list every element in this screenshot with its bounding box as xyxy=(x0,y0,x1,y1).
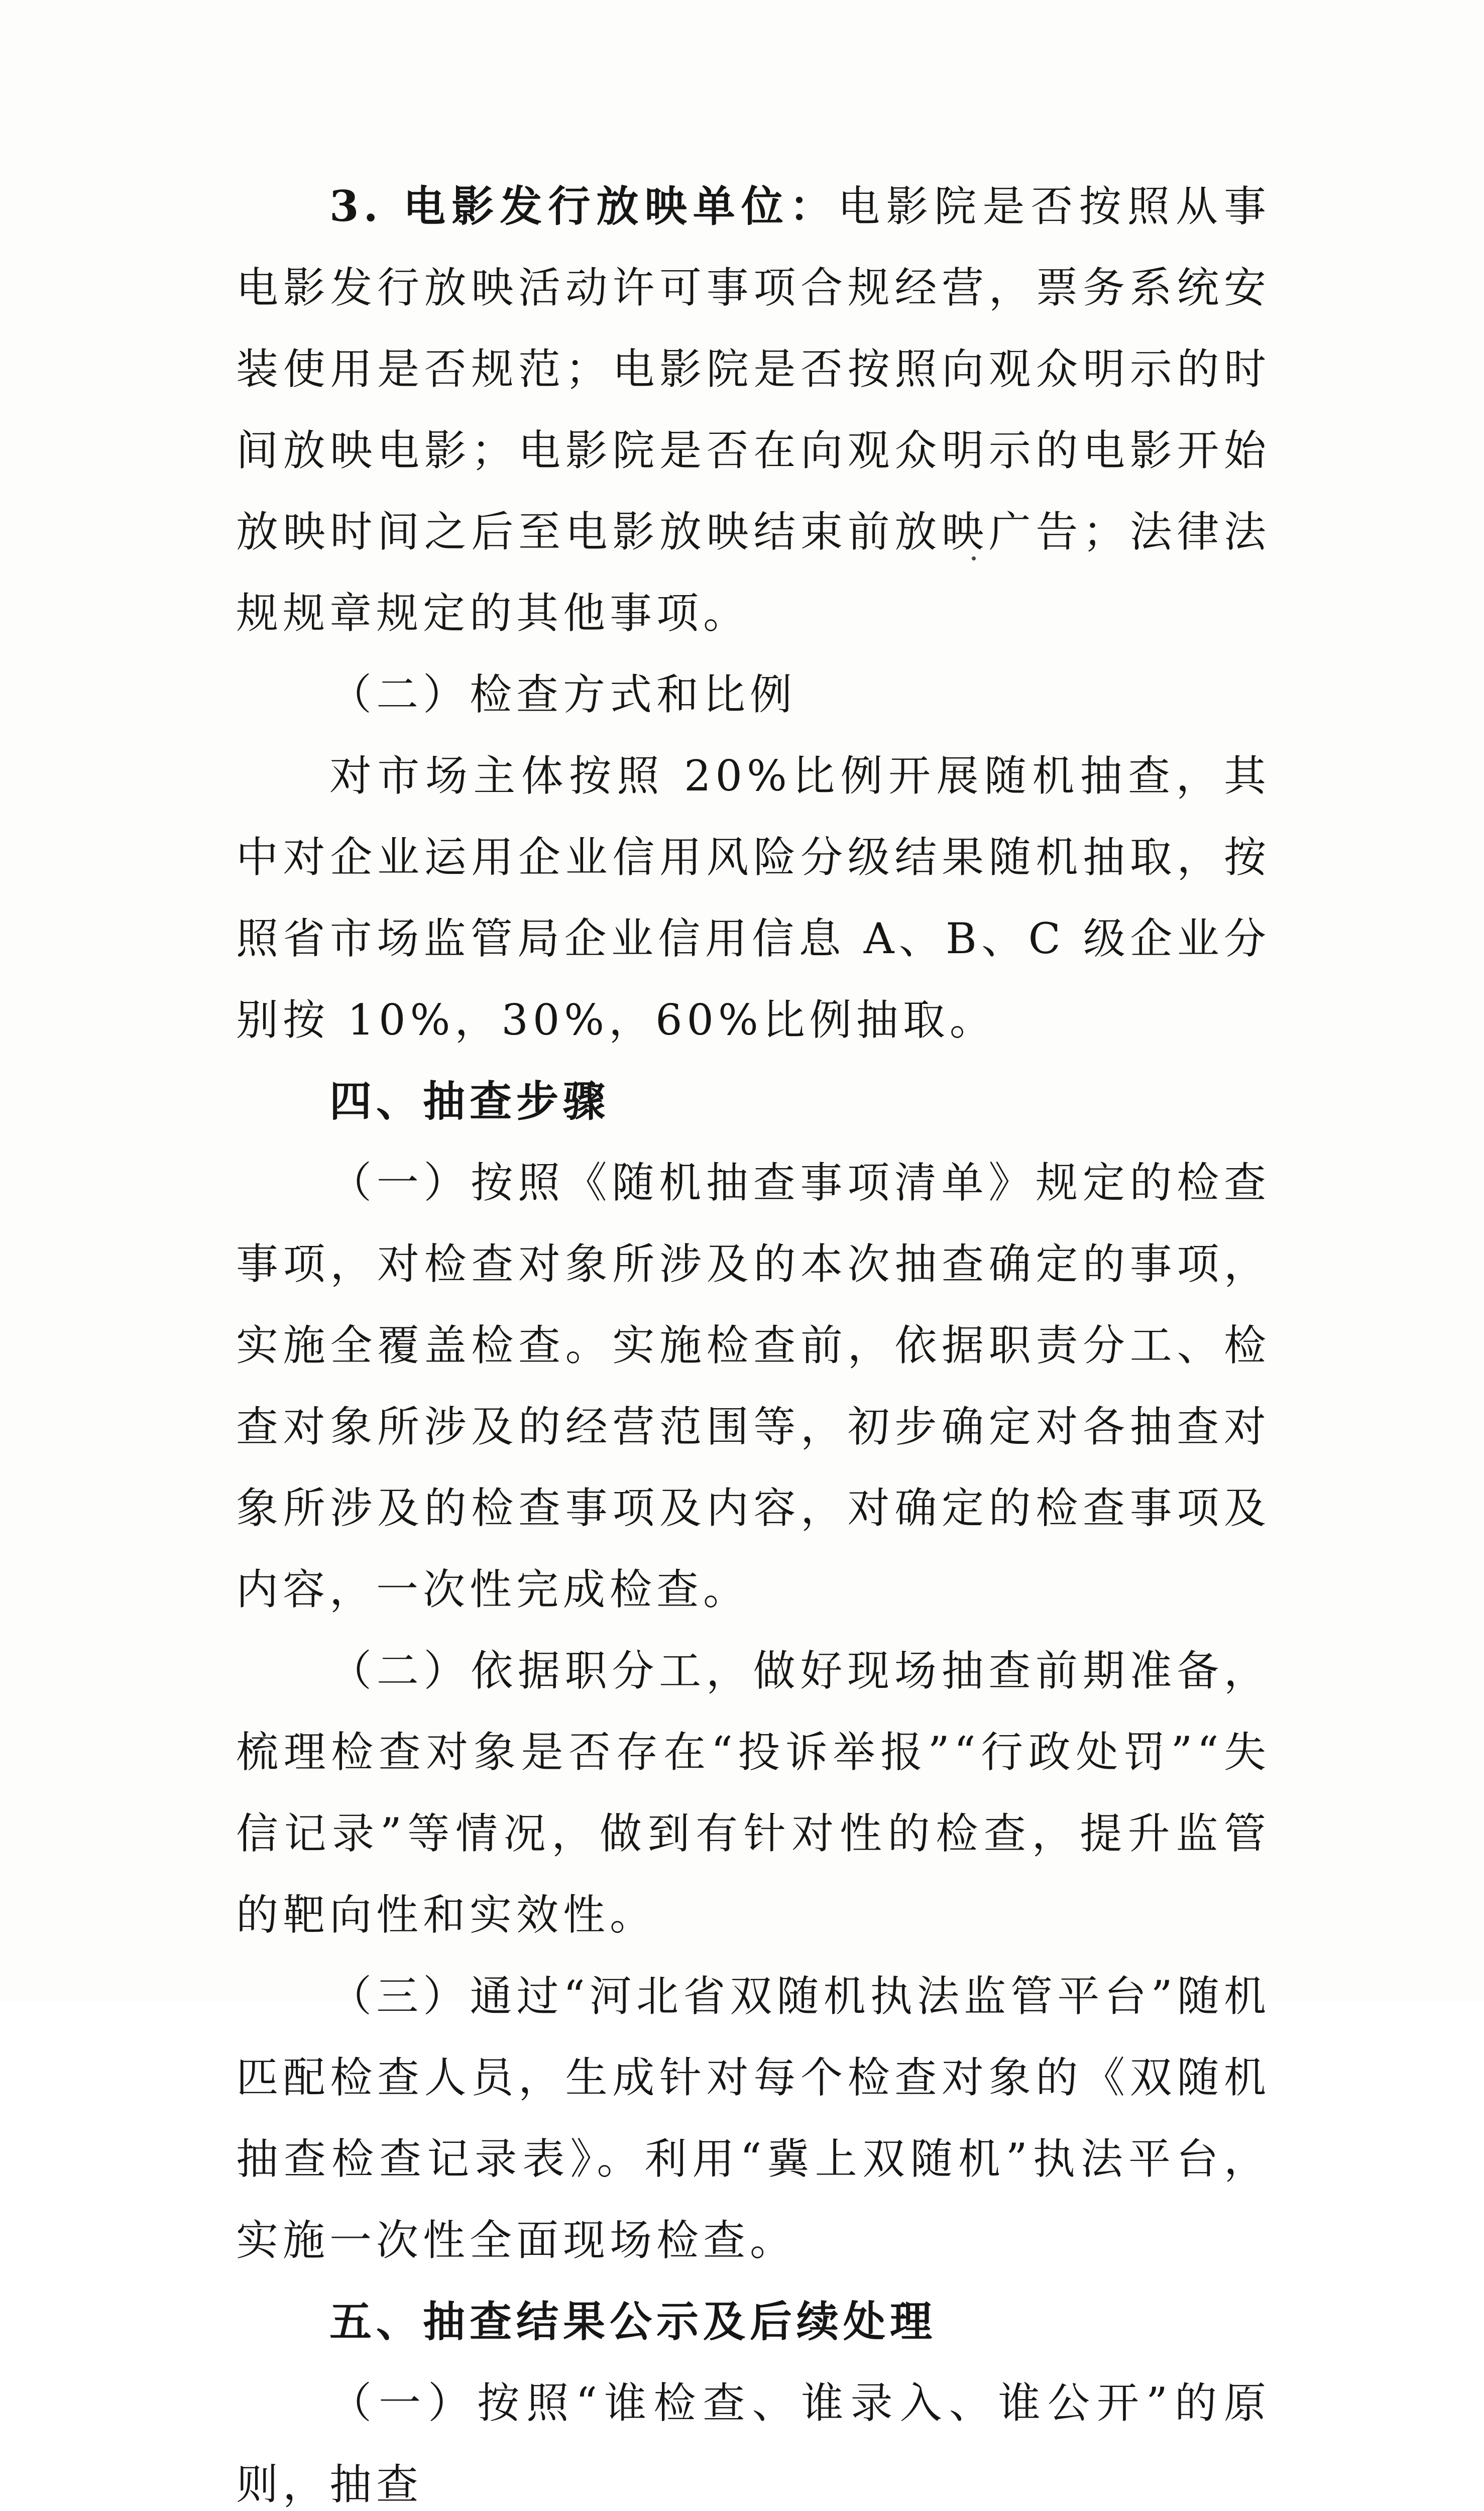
step3-paragraph: （三）通过“河北省双随机执法监管平台”随机匹配检查人员，生成针对每个检查对象的《双随机抽查检查记录表》。利用“冀上双随机”执法平台，实施一次性全面现场检查。 xyxy=(236,1972,1271,2265)
step2-paragraph: （二）依据职分工，做好现场抽查前期准备，梳理检查对象是否存在“投诉举报”“行政处罚”“失信记录”等情况，做到有针对性的检查，提升监管的靶向性和实效性。 xyxy=(236,1646,1271,1939)
section5-heading: 五、抽查结果公示及后续处理 xyxy=(329,2297,937,2346)
section4-heading: 四、抽查步骤 xyxy=(329,1076,610,1126)
item3-label: 3. 电影发行放映单位： xyxy=(329,181,838,231)
result1-paragraph: （一）按照“谁检查、谁录入、谁公开”的原则，抽查 xyxy=(236,2378,1271,2509)
section2-paragraph: 对市场主体按照 20%比例开展随机抽查，其中对企业运用企业信用风险分级结果随机抽取，按照省市场监管局企业信用信息 A、B、C 级企业分别按 10%，30%，60%比例抽取。 xyxy=(236,751,1271,1045)
item3-paragraph xyxy=(236,166,1271,654)
item3-text: 电影院是否按照从事电影发行放映活动许可事项合规经营，票务系统安装使用是否规范；电影院是否按照向观众明示的时间放映电影；电影院是否在向观众明示的电影开始放映时间之后至电影放映结束前放映广告；法律法规规章规定的其他事项。 xyxy=(236,182,1271,638)
document-body xyxy=(236,166,1271,2511)
section2-heading: （二）检查方式和比例 xyxy=(329,670,797,719)
step1-paragraph: （一）按照《随机抽查事项清单》规定的检查事项，对检查对象所涉及的本次抽查确定的事项，实施全覆盖检查。实施检查前，依据职责分工、检查对象所涉及的经营范围等，初步确定对各抽查对象所涉及的检查事项及内容，对确定的检查事项及内容，一次性完成检查。 xyxy=(236,1158,1271,1614)
